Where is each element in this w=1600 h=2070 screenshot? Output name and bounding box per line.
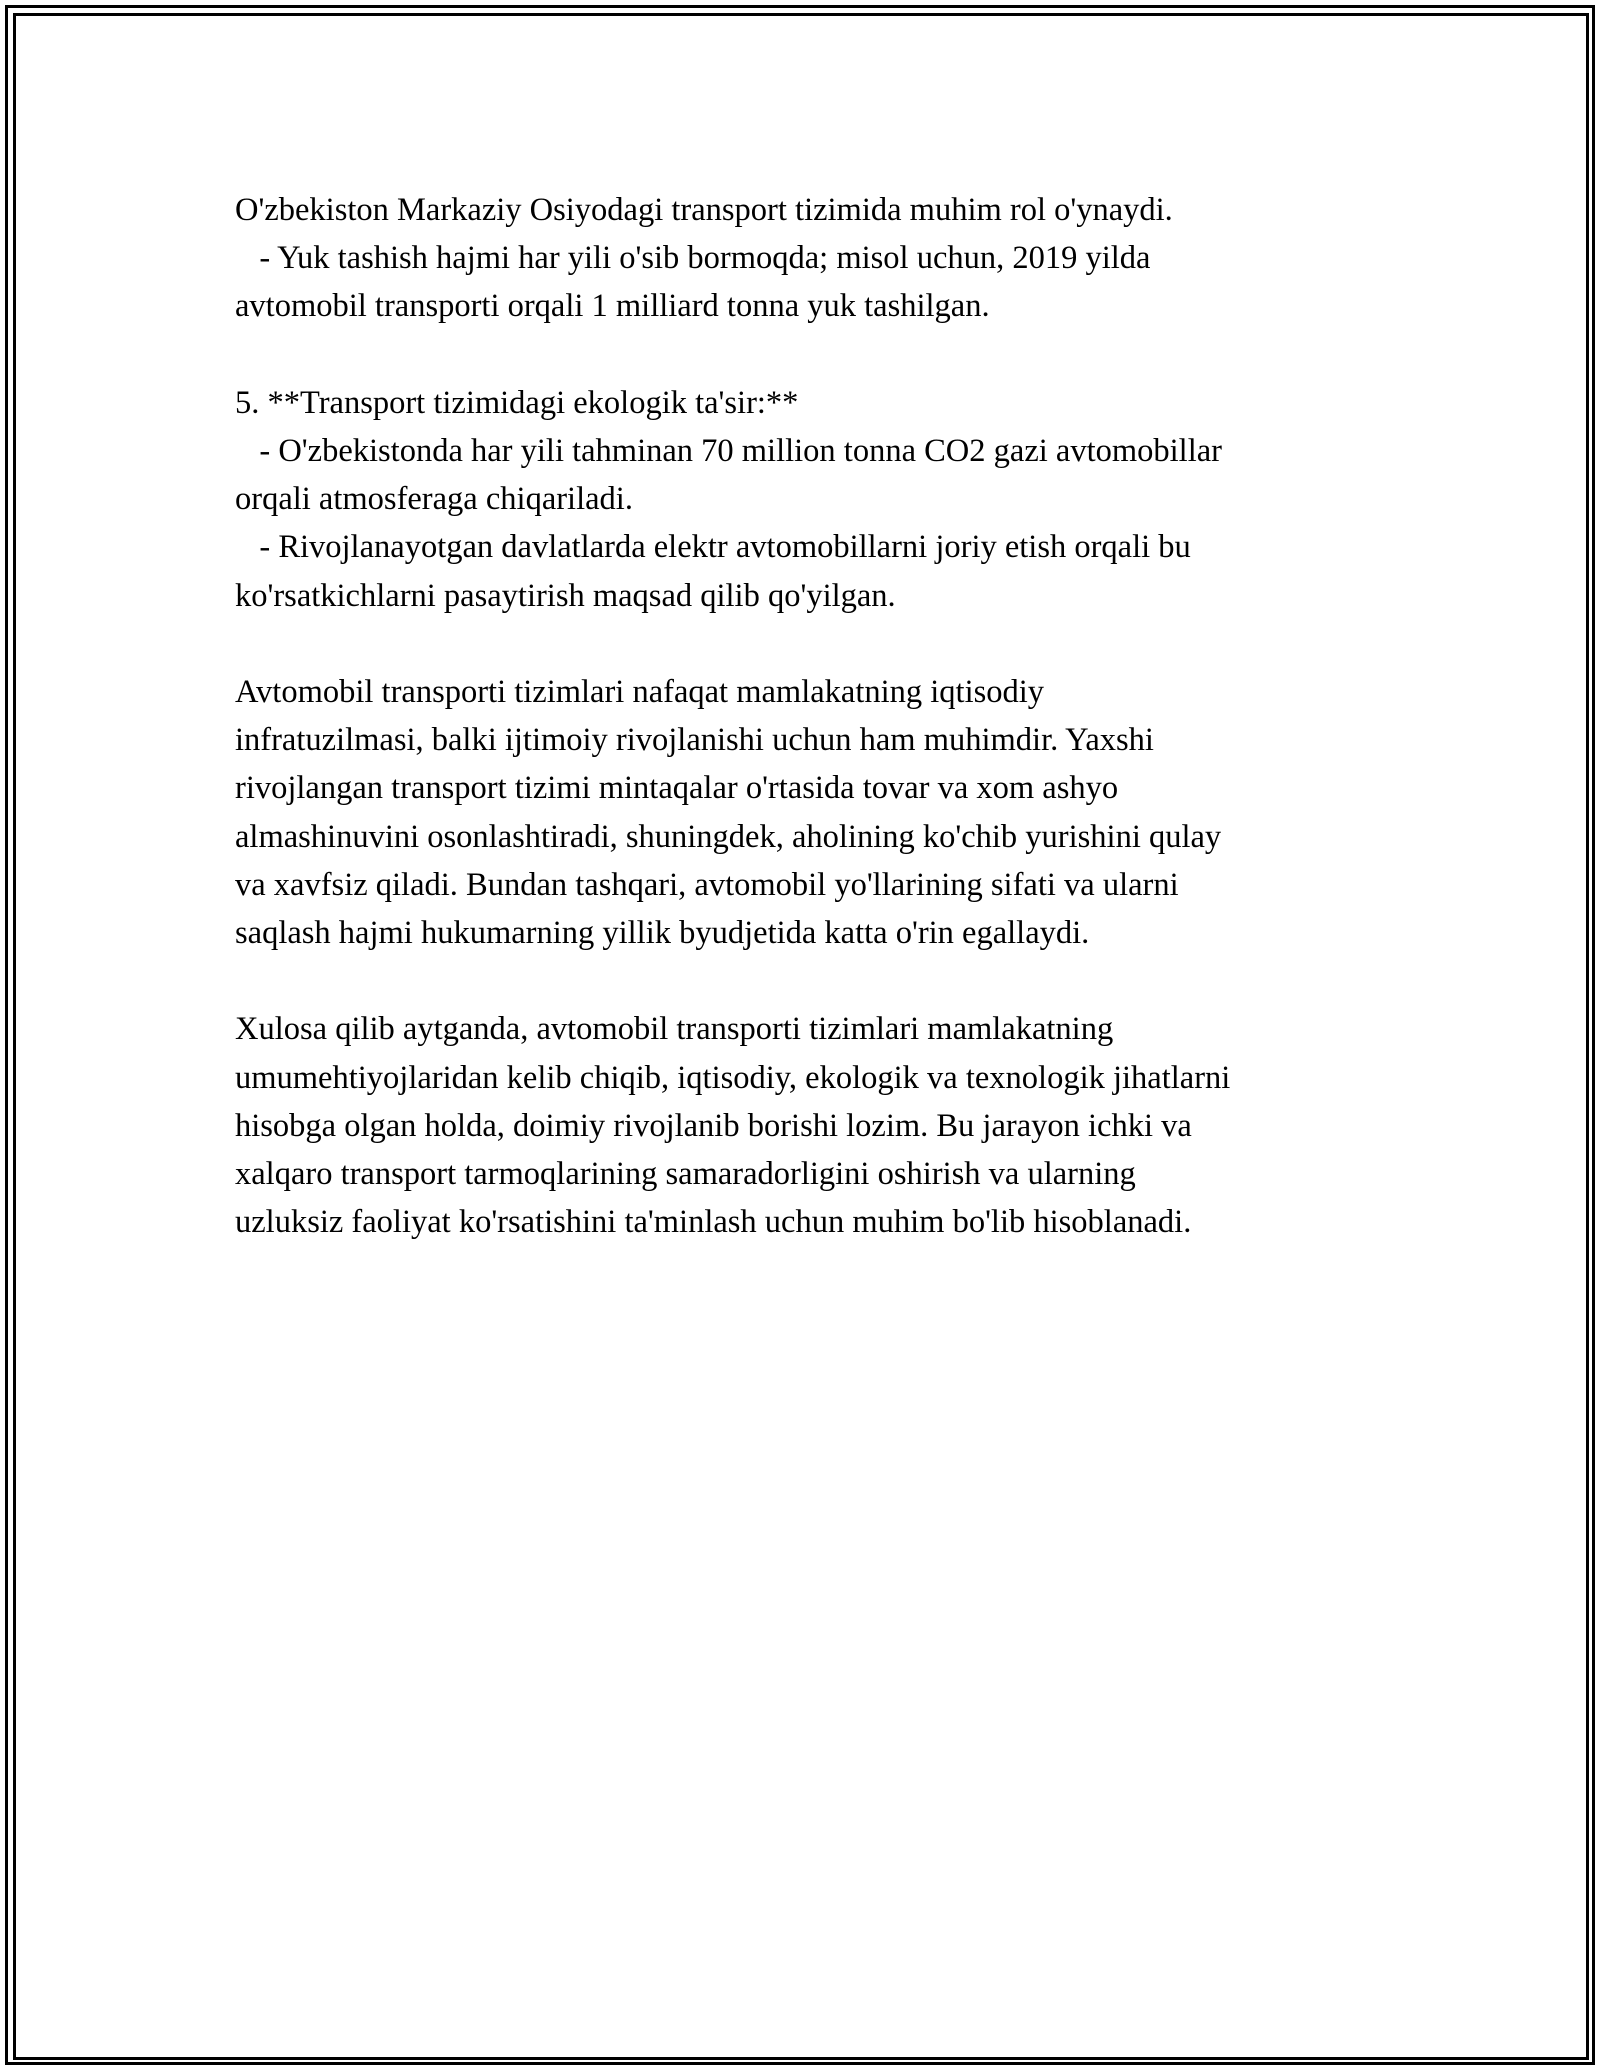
text-line: rivojlangan transport tizimi mintaqalar o'rtasida tovar va xom ashyo (235, 770, 1119, 807)
text-line: almashinuvini osonlashtiradi, shuningdek, aholining ko'chib yurishini qulay (235, 818, 1222, 855)
text-line: uzluksiz faoliyat ko'rsatishini ta'minlash uchun muhim bo'lib hisoblanadi. (235, 1204, 1192, 1241)
paragraph-spacer (235, 957, 1375, 1005)
text-line: umumehtiyojlaridan kelib chiqib, iqtisodiy, ekologik va texnologik jihatlarni (235, 1059, 1231, 1096)
text-line: Xulosa qilib aytganda, avtomobil transporti tizimlari mamlakatning (235, 1011, 1114, 1048)
text-line: ko'rsatkichlarni pasaytirish maqsad qilib qo'yilgan. (235, 577, 896, 614)
text-line: avtomobil transporti orqali 1 milliard tonna yuk tashilgan. (235, 288, 990, 325)
section-heading: 5. **Transport tizimidagi ekologik ta'sir:** (235, 384, 799, 421)
paragraph-conclusion (235, 1005, 1375, 1246)
section-ecological-impact (235, 379, 1375, 620)
text-line: saqlash hajmi hukumarning yillik byudjetida katta o'rin egallaydi. (235, 915, 1090, 952)
paragraph-infrastructure (235, 668, 1375, 957)
text-line: xalqaro transport tarmoqlarining samaradorligini oshirish va ularning (235, 1156, 1136, 1193)
paragraph-transport-role (235, 186, 1375, 331)
paragraph-spacer (235, 331, 1375, 379)
document-body (235, 186, 1375, 1246)
text-line: va xavfsiz qiladi. Bundan tashqari, avtomobil yo'llarining sifati va ularni (235, 866, 1179, 903)
text-line: Avtomobil transporti tizimlari nafaqat mamlakatning iqtisodiy (235, 674, 1045, 710)
text-line: - Yuk tashish hajmi har yili o'sib bormoqda; misol uchun, 2019 yilda (235, 240, 1151, 277)
text-line: - O'zbekistonda har yili tahminan 70 million tonna CO2 gazi avtomobillar (235, 433, 1222, 469)
text-line: hisobga olgan holda, doimiy rivojlanib borishi lozim. Bu jarayon ichki va (235, 1107, 1192, 1144)
text-line: - Rivojlanayotgan davlatlarda elektr avtomobillarni joriy etish orqali bu (235, 529, 1191, 566)
text-line: O'zbekiston Markaziy Osiyodagi transport tizimida muhim rol o'ynaydi. (235, 192, 1173, 228)
paragraph-spacer (235, 620, 1375, 668)
text-line: infratuzilmasi, balki ijtimoiy rivojlanishi uchun ham muhimdir. Yaxshi (235, 722, 1154, 759)
text-line: orqali atmosferaga chiqariladi. (235, 481, 633, 518)
